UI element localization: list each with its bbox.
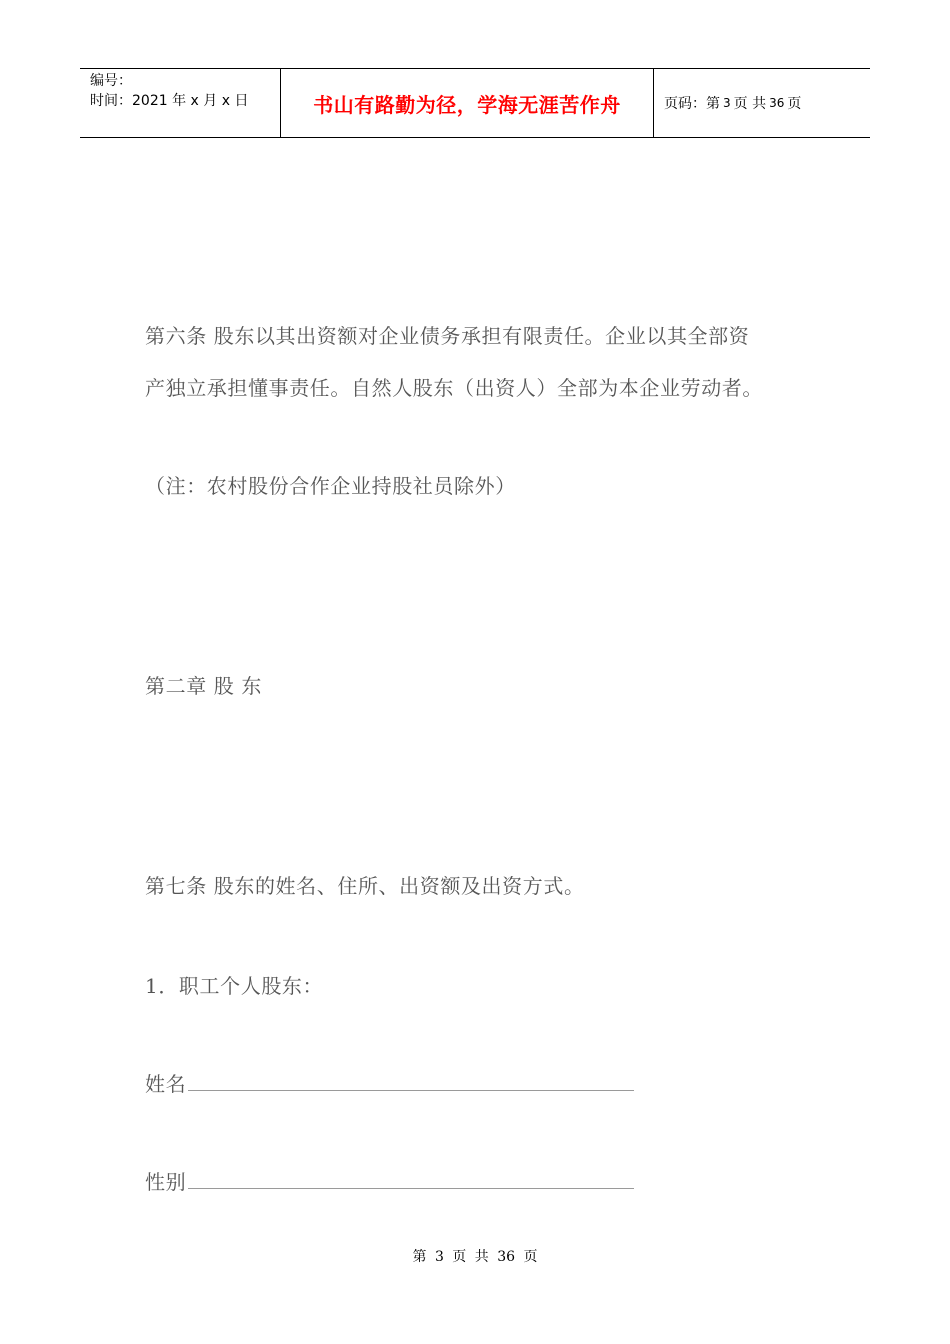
- gender-field-row: [145, 1166, 634, 1195]
- pagecode-current: 3: [723, 96, 731, 110]
- header-left-cell: [80, 69, 281, 137]
- article-6-line-1: 第六条 股东以其出资额对企业债务承担有限责任。企业以其全部资: [145, 324, 750, 348]
- pagecode-total: 36: [769, 96, 785, 110]
- header-motto: 书山有路勤为径，学海无涯苦作舟: [313, 92, 621, 117]
- pagecode-suffix: 页: [787, 96, 802, 112]
- gender-fill-line: [188, 1166, 634, 1189]
- header-middle-cell: [281, 69, 654, 137]
- item-1-employee-shareholders: 1．职工个人股东：: [145, 974, 324, 998]
- pagecode-mid: 页 共: [733, 96, 767, 112]
- time-label: 时间：2021 年 x 月 x 日: [90, 93, 249, 109]
- gender-field-label: 性别: [145, 1170, 187, 1194]
- chapter-2-heading: 第二章 股 东: [145, 674, 262, 698]
- article-7: 第七条 股东的姓名、住所、出资额及出资方式。: [145, 874, 585, 898]
- pagecode-label: 页码：第: [664, 96, 720, 112]
- name-fill-line: [188, 1068, 634, 1091]
- page-header: [80, 68, 870, 138]
- serial-number-label: 编号：: [90, 73, 132, 89]
- article-6-note: （注：农村股份合作企业持股社员除外）: [145, 474, 516, 498]
- article-6-line-2: 产独立承担懂事责任。自然人股东（出资人）全部为本企业劳动者。: [145, 376, 763, 400]
- name-field-row: [145, 1068, 634, 1097]
- name-field-label: 姓名: [145, 1072, 187, 1096]
- page-footer: 第 3 页 共 36 页: [412, 1249, 538, 1265]
- header-right-cell: [654, 69, 870, 137]
